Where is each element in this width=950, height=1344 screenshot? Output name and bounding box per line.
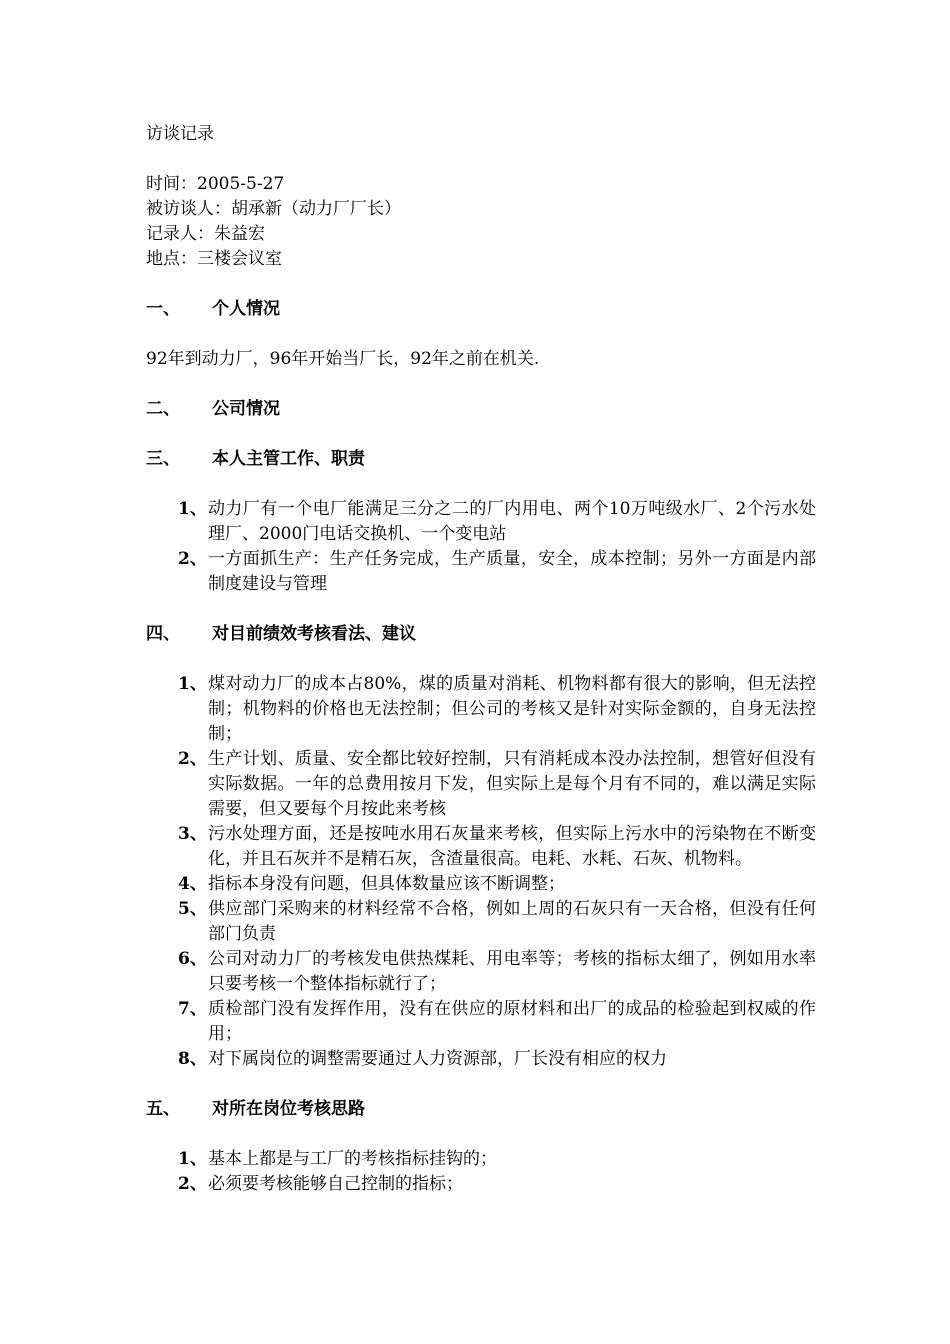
list-text: 生产计划、质量、安全都比较好控制，只有消耗成本没办法控制，想管好但没有实际数据。一年的总费用按月下发，但实际上是每个月有不同的，难以满足实际需要，但又要每个月按此来考核 — [208, 749, 816, 819]
meta-recorder: 记录人：朱益宏 — [146, 224, 265, 244]
list-text: 指标本身没有问题，但具体数量应该不断调整； — [208, 874, 565, 894]
list-item — [178, 822, 816, 872]
list-item — [178, 872, 816, 897]
section-number: 五、 — [146, 1099, 180, 1119]
list-text: 一方面抓生产：生产任务完成，生产质量，安全，成本控制；另外一方面是内部制度建设与管理 — [208, 549, 816, 594]
meta-time: 时间：2005-5-27 — [146, 174, 285, 194]
list-number: 1、 — [178, 1149, 207, 1169]
list-number: 5、 — [178, 899, 207, 919]
document-title: 访谈记录 — [146, 124, 214, 144]
list-text: 质检部门没有发挥作用，没有在供应的原材料和出厂的成品的检验起到权威的作用； — [208, 999, 816, 1044]
section-number: 一、 — [146, 299, 180, 319]
list-item — [178, 947, 816, 997]
list-number: 8、 — [178, 1049, 207, 1069]
list-text: 对下属岗位的调整需要通过人力资源部，厂长没有相应的权力 — [208, 1049, 667, 1069]
numbered-list — [146, 497, 816, 597]
list-number: 2、 — [178, 549, 207, 569]
section-title: 对所在岗位考核思路 — [212, 1099, 365, 1119]
list-text: 污水处理方面，还是按吨水用石灰量来考核，但实际上污水中的污染物在不断变化，并且石灰并不是精石灰，含渣量很高。电耗、水耗、石灰、机物料。 — [208, 824, 816, 869]
section-number: 四、 — [146, 624, 180, 644]
numbered-list — [146, 672, 816, 1072]
list-item — [178, 1147, 816, 1172]
list-number: 2、 — [178, 749, 207, 769]
section-paragraph: 92年到动力厂，96年开始当厂长，92年之前在机关. — [146, 349, 540, 369]
document-page — [146, 122, 816, 1197]
section-title: 对目前绩效考核看法、建议 — [212, 624, 416, 644]
meta-location: 地点：三楼会议室 — [146, 249, 282, 269]
section-heading — [146, 297, 816, 322]
numbered-list — [146, 1147, 816, 1197]
list-number: 2、 — [178, 1174, 207, 1194]
list-text: 公司对动力厂的考核发电供热煤耗、用电率等；考核的指标太细了，例如用水率只要考核一个整体指标就行了； — [208, 949, 816, 994]
meta-block — [146, 172, 816, 272]
section-heading — [146, 447, 816, 472]
section-number: 三、 — [146, 449, 180, 469]
section-heading — [146, 622, 816, 647]
list-item — [178, 672, 816, 747]
list-text: 必须要考核能够自己控制的指标； — [208, 1174, 463, 1194]
list-number: 4、 — [178, 874, 207, 894]
list-number: 6、 — [178, 949, 207, 969]
list-item — [178, 747, 816, 822]
section-title: 本人主管工作、职责 — [212, 449, 365, 469]
list-item — [178, 547, 816, 597]
list-text: 基本上都是与工厂的考核指标挂钩的； — [208, 1149, 497, 1169]
meta-interviewee: 被访谈人：胡承新（动力厂厂长） — [146, 199, 401, 219]
list-item — [178, 897, 816, 947]
list-item — [178, 1172, 816, 1197]
list-item — [178, 1047, 816, 1072]
list-number: 1、 — [178, 674, 207, 694]
section-heading — [146, 397, 816, 422]
list-number: 3、 — [178, 824, 207, 844]
list-text: 供应部门采购来的材料经常不合格，例如上周的石灰只有一天合格，但没有任何部门负责 — [208, 899, 816, 944]
list-text: 煤对动力厂的成本占80%，煤的质量对消耗、机物料都有很大的影响，但无法控制；机物料的价格也无法控制；但公司的考核又是针对实际金额的，自身无法控制； — [208, 674, 816, 744]
list-number: 1、 — [178, 499, 207, 519]
list-item — [178, 497, 816, 547]
list-number: 7、 — [178, 999, 207, 1019]
section-heading — [146, 1097, 816, 1122]
list-text: 动力厂有一个电厂能满足三分之二的厂内用电、两个10万吨级水厂、2个污水处理厂、2000门电话交换机、一个变电站 — [208, 499, 816, 544]
section-title: 个人情况 — [212, 299, 280, 319]
section-title: 公司情况 — [212, 399, 280, 419]
section-number: 二、 — [146, 399, 180, 419]
list-item — [178, 997, 816, 1047]
